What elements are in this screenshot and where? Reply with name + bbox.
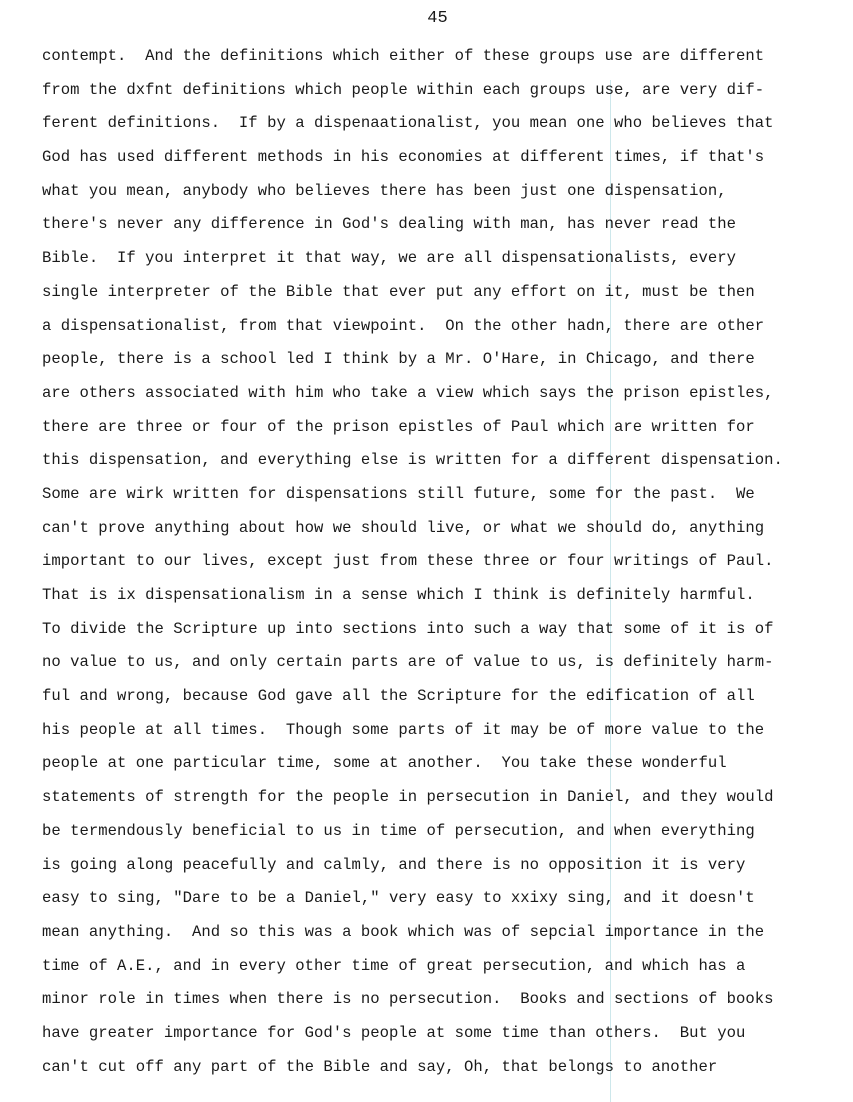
text-line: people, there is a school led I think by a Mr. O'Hare, in Chicago, and there <box>42 350 755 369</box>
text-line: people at one particular time, some at another. You take these wonderful <box>42 754 727 773</box>
text-line: are others associated with him who take a view which says the prison epistles, <box>42 383 774 402</box>
text-line: what you mean, anybody who believes there has been just one dispensation, <box>42 181 727 200</box>
page-number: 45 <box>427 9 448 28</box>
text-line: his people at all times. Though some parts of it may be of more value to the <box>42 720 765 739</box>
text-line: there's never any difference in God's dealing with man, has never read the <box>42 215 736 234</box>
text-line: can't prove anything about how we should live, or what we should do, anything <box>42 518 765 537</box>
text-line: important to our lives, except just from these three or four writings of Paul. <box>42 552 774 571</box>
text-line: time of A.E., and in every other time of great persecution, and which has a <box>42 956 746 975</box>
text-line: ferent definitions. If by a dispenaationalist, you mean one who believes that <box>42 114 774 133</box>
text-line: contempt. And the definitions which either of these groups use are different <box>42 47 765 65</box>
text-line: Some are wirk written for dispensations still future, some for the past. We <box>42 484 755 503</box>
text-line: statements of strength for the people in persecution in Daniel, and they would <box>42 788 774 807</box>
text-line: be termendously beneficial to us in time of persecution, and when everything <box>42 821 755 840</box>
text-line: easy to sing, "Dare to be a Daniel," very easy to xxixy sing, and it doesn't <box>42 889 755 908</box>
text-line: no value to us, and only certain parts are of value to us, is definitely harm- <box>42 653 774 672</box>
text-line: have greater importance for God's people at some time than others. But you <box>42 1023 746 1042</box>
text-line: this dispensation, and everything else is written for a different dispensation. <box>42 451 783 470</box>
text-line: To divide the Scripture up into sections into such a way that some of it is of <box>42 619 774 638</box>
text-line: ful and wrong, because God gave all the Scripture for the edification of all <box>42 687 755 706</box>
text-line: That is ix dispensationalism in a sense which I think is definitely harmful. <box>42 586 755 604</box>
text-line: from the dxfnt definitions which people within each groups use, are very dif- <box>42 80 765 99</box>
text-line: is going along peacefully and calmly, and there is no opposition it is very <box>42 855 746 874</box>
text-line: Bible. If you interpret it that way, we are all dispensationalists, every <box>42 249 736 268</box>
text-line: God has used different methods in his economies at different times, if that's <box>42 148 765 167</box>
text-line: there are three or four of the prison epistles of Paul which are written for <box>42 417 755 436</box>
text-line: mean anything. And so this was a book which was of sepcial importance in the <box>42 922 765 941</box>
text-line: single interpreter of the Bible that ever put any effort on it, must be then <box>42 282 755 301</box>
text-line: minor role in times when there is no persecution. Books and sections of books <box>42 990 774 1009</box>
body-text <box>42 44 842 1088</box>
text-line: can't cut off any part of the Bible and say, Oh, that belongs to another <box>42 1057 718 1076</box>
text-line: a dispensationalist, from that viewpoint. On the other hadn, there are other <box>42 316 765 335</box>
